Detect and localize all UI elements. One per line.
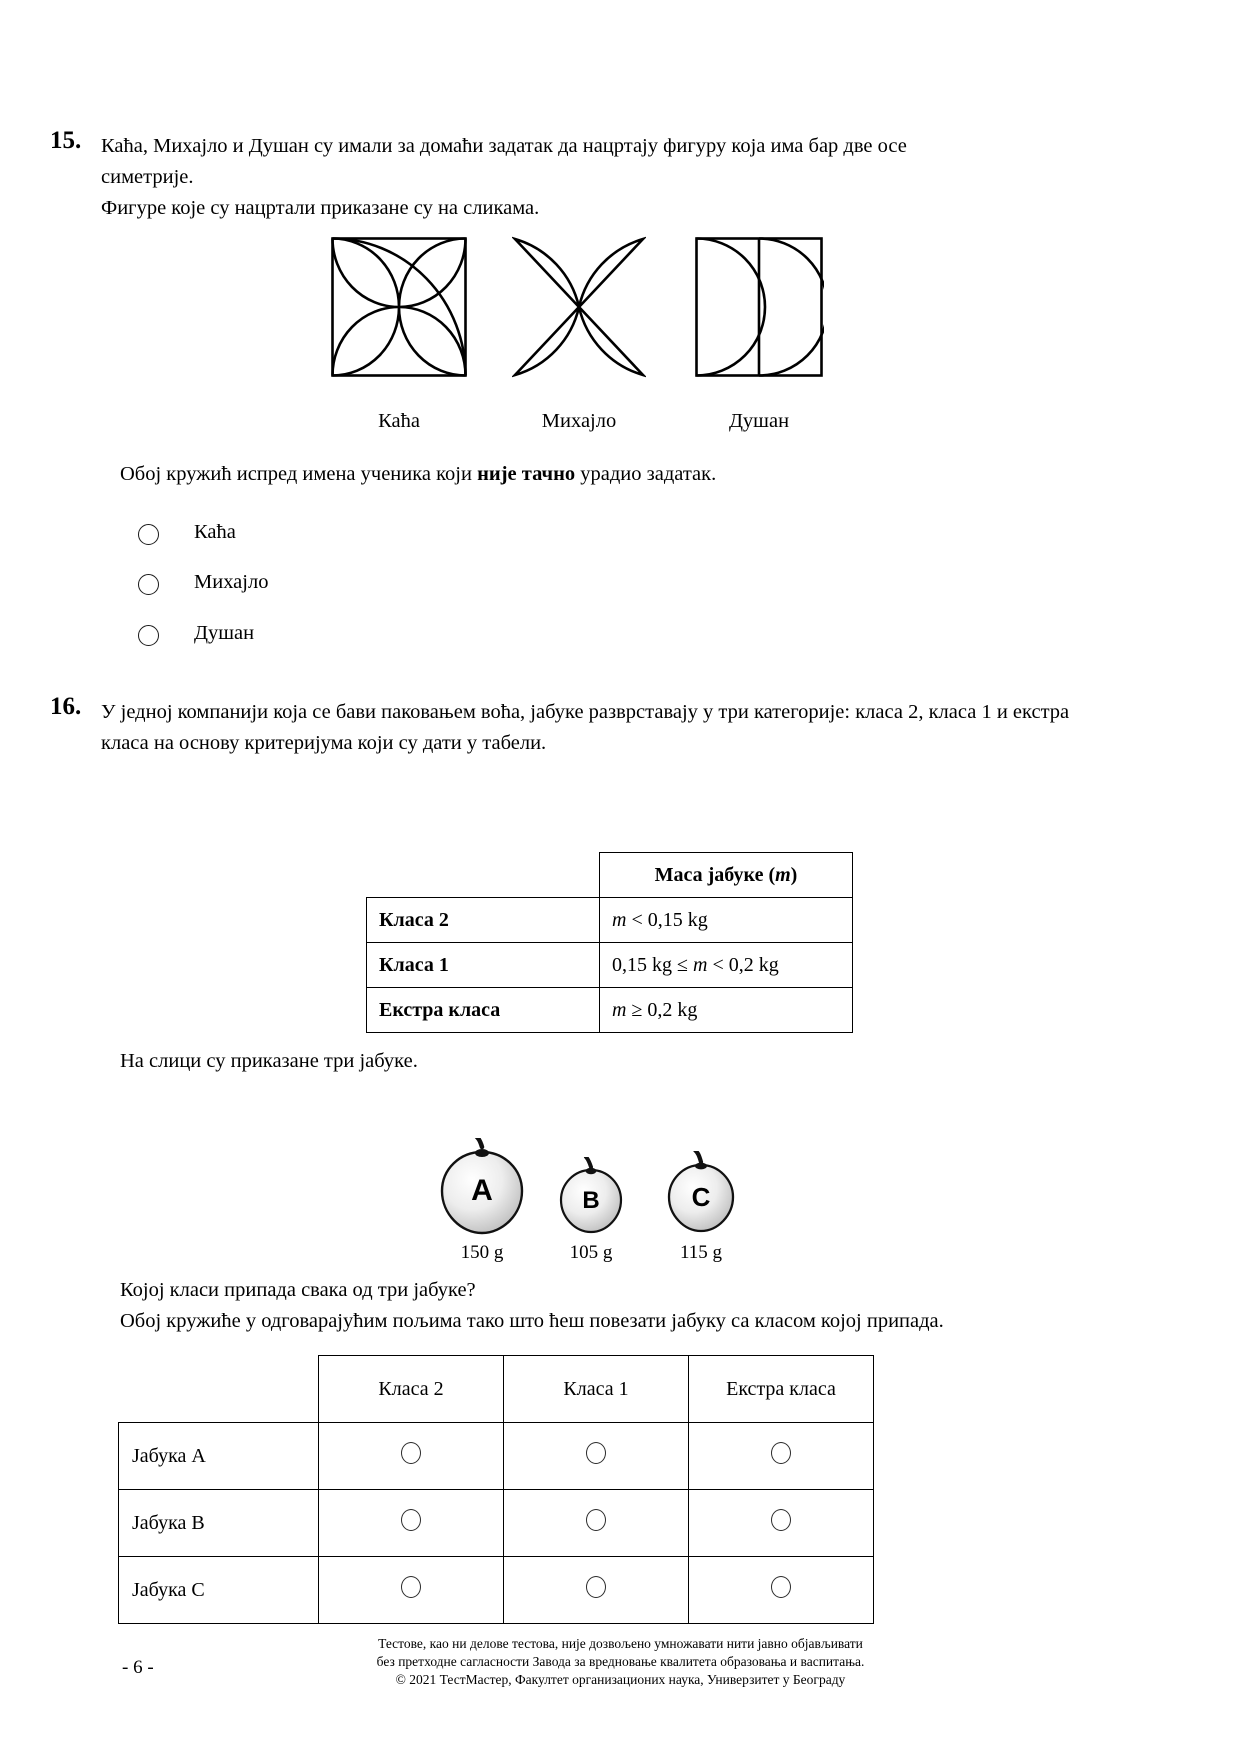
apple-c-letter: C: [691, 1182, 711, 1212]
apple-a-mass: 150 g: [460, 1242, 504, 1263]
apple-c-drawing: [658, 1151, 744, 1237]
criteria-table-row: [367, 943, 853, 988]
option-label-dusan: Душан: [194, 622, 255, 644]
match-circle-a-klasa1[interactable]: [504, 1423, 689, 1490]
apple-c-mass: 115 g: [679, 1242, 723, 1263]
apple-a-letter: A: [471, 1174, 493, 1207]
table-row: [119, 1423, 874, 1490]
criteria-condition: 0,15 kg ≤ m < 0,2 kg: [600, 943, 853, 988]
question-16-line-1: У једној компанији која се бави паковањем воћа, јабуке разврставају у три категорије: класа 2, класа 1 и екстра: [101, 701, 1070, 723]
circle-icon[interactable]: [586, 1442, 606, 1464]
circle-icon[interactable]: [771, 1509, 791, 1531]
figure-dusan: [694, 236, 824, 383]
match-circle-c-klasa1[interactable]: [504, 1557, 689, 1624]
match-circle-b-klasa1[interactable]: [504, 1490, 689, 1557]
circle-icon[interactable]: [401, 1509, 421, 1531]
matching-table: [118, 1355, 874, 1624]
match-circle-a-ekstra[interactable]: [689, 1423, 874, 1490]
circle-icon[interactable]: [771, 1442, 791, 1464]
matching-table-corner: [119, 1356, 319, 1423]
criteria-table: [366, 852, 853, 1033]
match-circle-c-klasa2[interactable]: [319, 1557, 504, 1624]
criteria-table-header-row: [367, 853, 853, 898]
footer-line-1: Тестове, као ни делове тестова, није дозвољено умножавати нити јавно објављивати: [378, 1636, 863, 1651]
question-16-line-2: класа на основу критеријума који су дати у табели.: [101, 732, 547, 754]
criteria-header-blank: [367, 853, 600, 898]
question-15-text: [101, 131, 1001, 224]
criteria-table-row: [367, 988, 853, 1033]
footer-line-2: без претходне сагласности Завода за вредновање квалитета образовања и васпитања.: [376, 1654, 865, 1669]
apple-b-letter: B: [582, 1187, 600, 1214]
matching-column-header-ekstra-klasa: Екстра класа: [689, 1356, 874, 1423]
figure-caption-mihajlo: Михајло: [541, 410, 617, 432]
matching-row-label-apple-a: Јабука A: [119, 1423, 319, 1490]
apples-picture-caption: На слици су приказане три јабуке.: [120, 1050, 418, 1072]
apple-b-drawing: [551, 1157, 631, 1237]
criteria-header-mass: Маса јабуке (m): [600, 853, 853, 898]
instruction-emphasis: није тачно: [477, 463, 576, 485]
matching-table-header-row: [119, 1356, 874, 1423]
criteria-table-row: [367, 898, 853, 943]
match-circle-b-ekstra[interactable]: [689, 1490, 874, 1557]
footer: [0, 1635, 1241, 1689]
question-15-line-1: Каћа, Михајло и Душан су имали за домаћи задатак да нацртају фигуру која има бар две осе симетрије.: [101, 135, 907, 188]
criteria-condition: m < 0,15 kg: [600, 898, 853, 943]
match-circle-c-ekstra[interactable]: [689, 1557, 874, 1624]
apples-illustration: [430, 1138, 770, 1283]
table-row: [119, 1490, 874, 1557]
match-circle-b-klasa2[interactable]: [319, 1490, 504, 1557]
question-16-prompt: [120, 1275, 1170, 1337]
matching-column-header-klasa-2: Класа 2: [319, 1356, 504, 1423]
circle-icon[interactable]: [401, 1442, 421, 1464]
table-row: [119, 1557, 874, 1624]
matching-column-header-klasa-1: Класа 1: [504, 1356, 689, 1423]
criteria-class-label: Екстра класа: [367, 988, 600, 1033]
radio-dusan[interactable]: [138, 625, 159, 646]
radio-mihajlo[interactable]: [138, 574, 159, 595]
circle-icon[interactable]: [586, 1509, 606, 1531]
question-16-prompt-line-2: Обој кружиће у одговарајућим пољима тако што ћеш повезати јабуку са класом којој припада.: [120, 1310, 944, 1332]
instruction-suffix: урадио задатак.: [575, 463, 717, 485]
footer-line-3: © 2021 ТестМастер, Факултет организационих наука, Универзитет у Београду: [395, 1672, 846, 1687]
apple-b-mass: 105 g: [569, 1242, 613, 1263]
question-15-line-2: Фигуре које су нацртали приказане су на сликама.: [101, 197, 540, 219]
apple-a: [430, 1138, 534, 1263]
option-label-kaca: Каћа: [194, 521, 236, 543]
figure-mihajlo-drawing: [512, 236, 646, 378]
option-label-mihajlo: Михајло: [194, 571, 269, 593]
figure-caption-dusan: Душан: [728, 410, 790, 432]
apple-c: [658, 1151, 744, 1263]
radio-kaca[interactable]: [138, 524, 159, 545]
figure-dusan-drawing: [694, 236, 824, 378]
question-15-number: 15.: [50, 127, 82, 154]
question-15-figures: [330, 236, 890, 381]
question-16-number: 16.: [50, 693, 82, 720]
criteria-condition: m ≥ 0,2 kg: [600, 988, 853, 1033]
apple-b: [551, 1157, 631, 1263]
figure-kaca: [330, 236, 468, 383]
figure-caption-kaca: Каћа: [378, 410, 420, 432]
circle-icon[interactable]: [401, 1576, 421, 1598]
apple-a-drawing: [430, 1138, 534, 1238]
question-16-text: [101, 697, 1151, 759]
figure-kaca-drawing: [330, 236, 468, 378]
circle-icon[interactable]: [771, 1576, 791, 1598]
question-15-instruction: [120, 459, 1020, 490]
circle-icon[interactable]: [586, 1576, 606, 1598]
question-16-prompt-line-1: Којој класи припада свака од три јабуке?: [120, 1279, 476, 1301]
criteria-class-label: Класа 1: [367, 943, 600, 988]
match-circle-a-klasa2[interactable]: [319, 1423, 504, 1490]
matching-row-label-apple-c: Јабука C: [119, 1557, 319, 1624]
figure-mihajlo: [512, 236, 646, 383]
criteria-class-label: Класа 2: [367, 898, 600, 943]
matching-row-label-apple-b: Јабука B: [119, 1490, 319, 1557]
page-number: - 6 -: [122, 1657, 154, 1678]
instruction-prefix: Обој кружић испред имена ученика који: [120, 463, 478, 485]
